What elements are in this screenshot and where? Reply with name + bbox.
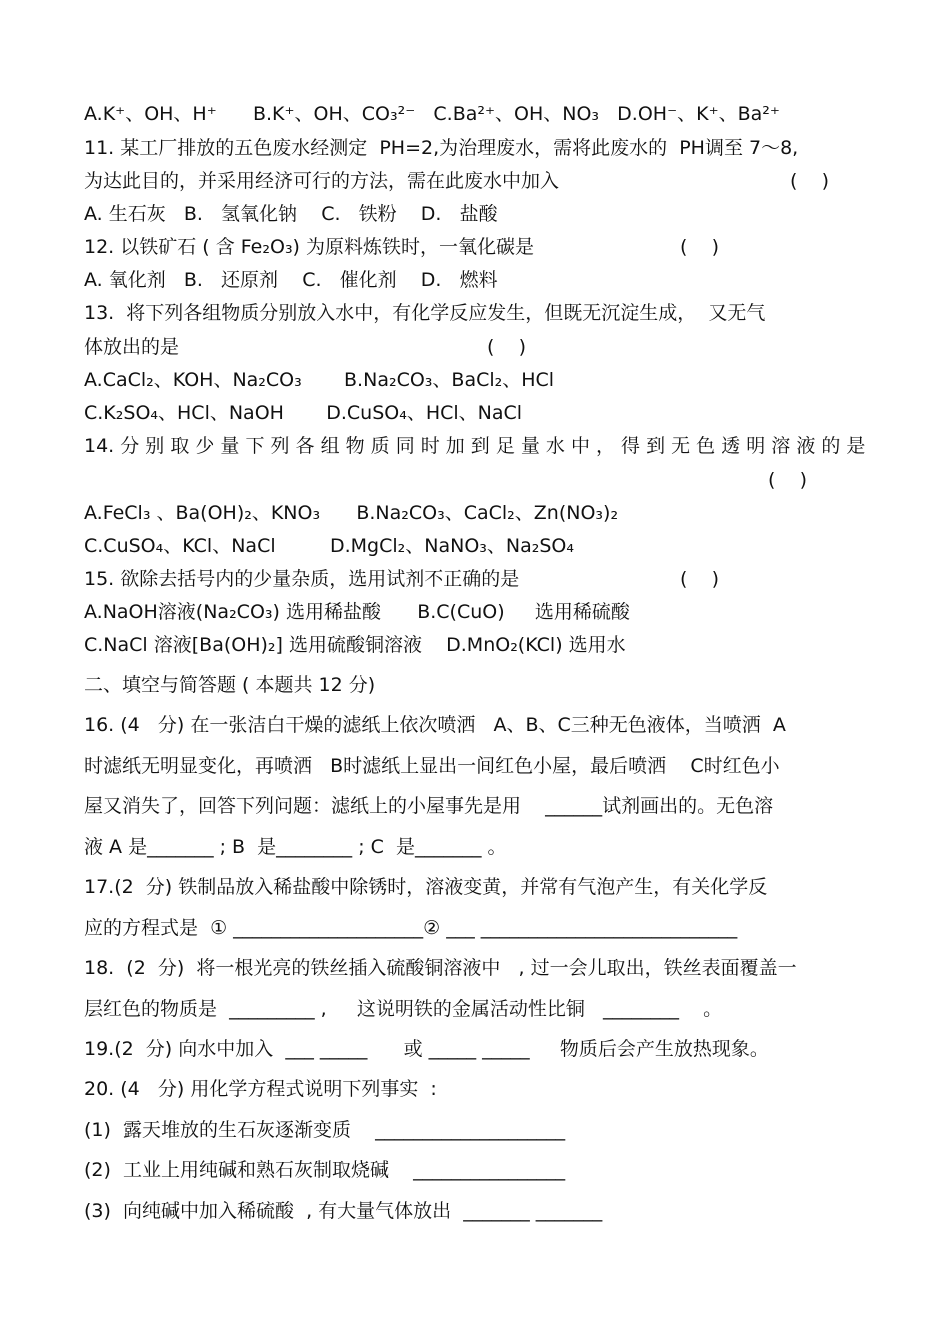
q13-stem-line1: 13. 将下列各组物质分别放入水中，有化学反应发生，但既无沉淀生成， 又无气 [84, 302, 766, 324]
q17-line1: 17.(2 分) 铁制品放入稀盐酸中除锈时，溶液变黄，并常有气泡产生，有关化学反 [84, 876, 768, 898]
q11-stem-line1: 11. 某工厂排放的五色废水经测定 PH=2,为治理废水，需将此废水的 PH调至 7～8, [84, 137, 799, 159]
q11-stem-line2: 为达此目的，并采用经济可行的方法，需在此废水中加入 [84, 170, 560, 192]
q20-stem: 20. (4 分) 用化学方程式说明下列事实 : [84, 1078, 437, 1100]
q11-options: A. 生石灰 B. 氢氧化钠 C. 铁粉 D. 盐酸 [84, 203, 498, 225]
q14-answer-bracket: ( ) [768, 469, 807, 491]
q12-answer-bracket: ( ) [680, 236, 719, 258]
q19-line: 19.(2 分) 向水中加入 ___ _____ 或 _____ _____ 物质后会产生放热现象。 [84, 1038, 769, 1060]
q14-options-ab: A.FeCl₃ 、Ba(OH)₂、KNO₃ B.Na₂CO₃、CaCl₂、Zn(NO₃)₂ [84, 502, 619, 524]
q10-options: A.K⁺、OH、H⁺ B.K⁺、OH、CO₃²⁻ C.Ba²⁺、OH、NO₃ D.OH⁻、K⁺、Ba²⁺ [84, 103, 780, 125]
q13-stem-line2: 体放出的是 [84, 336, 180, 358]
q16-line1: 16. (4 分) 在一张洁白干燥的滤纸上依次喷洒 A、B、C三种无色液体，当喷洒 A [84, 714, 786, 736]
q15-answer-bracket: ( ) [680, 568, 719, 590]
q13-answer-bracket: ( ) [487, 336, 526, 358]
q13-options-cd: C.K₂SO₄、HCl、NaOH D.CuSO₄、HCl、NaCl [84, 402, 523, 424]
section-2-heading: 二、填空与简答题 ( 本题共 12 分) [84, 674, 376, 696]
q20-item-2: (2) 工业上用纯碱和熟石灰制取烧碱 ________________ [84, 1159, 566, 1181]
q18-line2: 层红色的物质是 _________ , 这说明铁的金属活动性比铜 ________ 。 [84, 998, 723, 1020]
q12-options: A. 氧化剂 B. 还原剂 C. 催化剂 D. 燃料 [84, 269, 498, 291]
q15-options-cd: C.NaCl 溶液[Ba(OH)₂] 选用硫酸铜溶液 D.MnO₂(KCl) 选用水 [84, 634, 626, 656]
q16-line2: 时滤纸无明显变化，再喷洒 B时滤纸上显出一间红色小屋，最后喷洒 C时红色小 [84, 755, 780, 777]
q16-line4: 液 A 是_______ ; B 是________ ; C 是_______ 。 [84, 836, 507, 858]
q15-stem: 15. 欲除去括号内的少量杂质，选用试剂不正确的是 [84, 568, 520, 590]
q18-line1: 18. (2 分) 将一根光亮的铁丝插入硫酸铜溶液中 , 过一会儿取出，铁丝表面覆盖一 [84, 957, 797, 979]
q16-line3: 屋又消失了，回答下列问题：滤纸上的小屋事先是用 ______试剂画出的。无色溶 [84, 795, 774, 817]
q15-options-ab: A.NaOH溶液(Na₂CO₃) 选用稀盐酸 B.C(CuO) 选用稀硫酸 [84, 601, 630, 623]
q12-stem: 12. 以铁矿石 ( 含 Fe₂O₃) 为原料炼铁时，一氧化碳是 [84, 236, 535, 258]
q13-options-ab: A.CaCl₂、KOH、Na₂CO₃ B.Na₂CO₃、BaCl₂、HCl [84, 369, 555, 391]
q17-line2: 应的方程式是 ① ____________________② ___ ___________________________ [84, 917, 738, 939]
q20-item-3: (3) 向纯碱中加入稀硫酸 , 有大量气体放出 _______ _______ [84, 1200, 603, 1222]
q20-item-1: (1) 露天堆放的生石灰逐渐变质 ____________________ [84, 1119, 566, 1141]
q14-options-cd: C.CuSO₄、KCl、NaCl D.MgCl₂、NaNO₃、Na₂SO₄ [84, 535, 575, 557]
q14-stem: 14. 分 别 取 少 量 下 列 各 组 物 质 同 时 加 到 足 量 水 中 ， 得 到 无 色 透 明 溶 液 的 是 [84, 435, 866, 457]
q11-answer-bracket: ( ) [790, 170, 829, 192]
